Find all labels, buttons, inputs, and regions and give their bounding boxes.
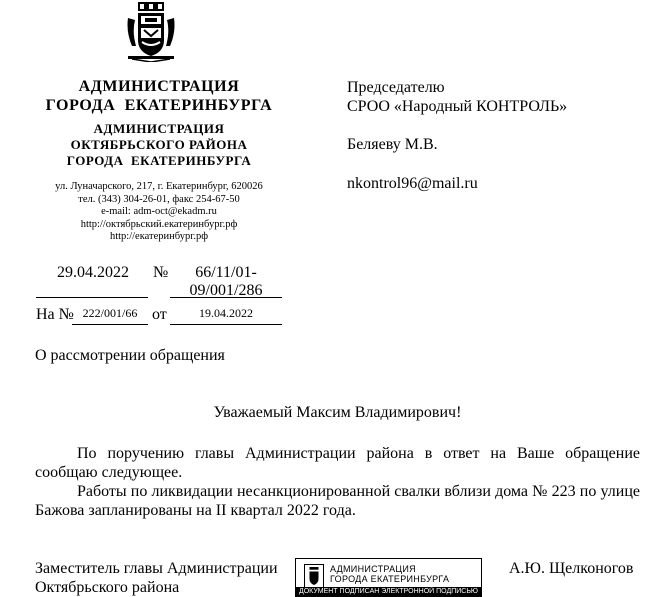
reply-date: 19.04.2022 bbox=[199, 306, 253, 320]
coat-of-arms-icon bbox=[126, 2, 176, 62]
org-phone: тел. (343) 304-26-01, факс 254-67-50 bbox=[78, 193, 240, 205]
reply-number-label: На № bbox=[36, 306, 74, 323]
stamp-emblem-icon bbox=[304, 564, 324, 588]
doc-date-underline bbox=[36, 297, 148, 298]
org-site-1: http://октябрьский.екатеринбург.рф bbox=[80, 218, 238, 230]
subject-line: О рассмотрении обращения bbox=[35, 347, 225, 364]
org-contacts bbox=[36, 181, 282, 244]
org-email: e-mail: adm-oct@ekadm.ru bbox=[101, 206, 217, 218]
stamp-bar: ДОКУМЕНТ ПОДПИСАН ЭЛЕКТРОННОЙ ПОДПИСЬЮ bbox=[296, 587, 481, 596]
reply-date-label: от bbox=[152, 306, 167, 323]
org-sub-line3: ГОРОДА ЕКАТЕРИНБУРГА bbox=[66, 153, 252, 168]
org-sub-title bbox=[36, 121, 282, 169]
org-main-line1: АДМИНИСТРАЦИЯ bbox=[78, 78, 240, 95]
doc-number-line-1: 66/11/01- bbox=[195, 264, 257, 281]
recipient-email: nkontrol96@mail.ru bbox=[347, 175, 478, 192]
signer-position-line-1: Заместитель главы Администрации bbox=[35, 560, 278, 577]
org-main-title bbox=[36, 77, 282, 115]
org-sub-line2: ОКТЯБРЬСКОГО РАЙОНА bbox=[70, 137, 248, 152]
recipient-name: Беляеву М.В. bbox=[347, 136, 438, 153]
body-paragraph-2: Работы по ликвидации несанкционированной свалки вблизи дома № 223 по улице Бажова запланированы на II квартал 2022 года. bbox=[35, 483, 640, 519]
reply-number: 222/001/66 bbox=[82, 306, 138, 320]
org-main-line2: ГОРОДА ЕКАТЕРИНБУРГА bbox=[45, 97, 273, 114]
stamp-line-2: ГОРОДА ЕКАТЕРИНБУРГА bbox=[330, 574, 450, 584]
electronic-signature-stamp bbox=[295, 558, 482, 597]
signer-position-line-2: Октябрьского района bbox=[35, 579, 180, 596]
doc-number-underline bbox=[170, 297, 282, 298]
doc-number-label: № bbox=[153, 264, 169, 281]
recipient-line-1: Председателю bbox=[347, 79, 445, 96]
letter-body bbox=[35, 444, 640, 520]
doc-date: 29.04.2022 bbox=[57, 264, 129, 281]
recipient-line-2: СРОО «Народный КОНТРОЛЬ» bbox=[347, 98, 568, 115]
stamp-line-1: АДМИНИСТРАЦИЯ bbox=[330, 564, 416, 574]
org-address: ул. Луначарского, 217, г. Екатеринбург, 620026 bbox=[55, 181, 263, 192]
signer-name: А.Ю. Щелконогов bbox=[509, 560, 634, 577]
reply-date-underline bbox=[170, 324, 282, 325]
greeting: Уважаемый Максим Владимирович! bbox=[213, 404, 462, 421]
reply-number-underline bbox=[72, 324, 148, 325]
org-site-2: http://екатеринбург.рф bbox=[109, 231, 209, 243]
body-paragraph-1: По поручению главы Администрации района в ответ на Ваше обращение сообщаю следующее. bbox=[35, 445, 640, 481]
doc-number-line-2: 09/001/286 bbox=[189, 282, 263, 299]
org-sub-line1: АДМИНИСТРАЦИЯ bbox=[93, 121, 225, 136]
